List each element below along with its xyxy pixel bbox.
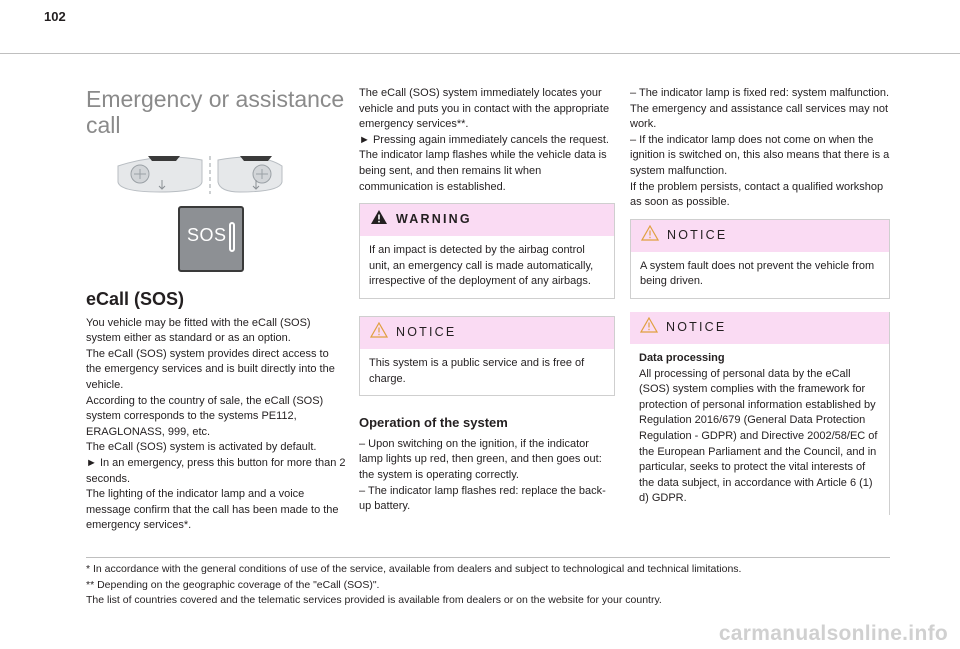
sos-indicator-lamp: [229, 222, 235, 252]
warning-triangle-icon: [370, 209, 388, 231]
warning-label: WARNING: [396, 212, 472, 227]
sos-button-illustration: [178, 206, 244, 272]
ceiling-console-illustration: [110, 152, 290, 196]
footnotes: [86, 562, 896, 609]
watermark: carmanualsonline.info: [718, 622, 948, 645]
column-right: [630, 86, 890, 515]
footnote-3: The list of countries covered and the telematic services provided is available from dealers or on the website for your country.: [86, 594, 662, 606]
warning-header: [360, 204, 614, 236]
notice-label-3: NOTICE: [666, 320, 727, 335]
footnote-divider: [86, 557, 890, 558]
notice-text-1: This system is a public service and is free of charge.: [369, 356, 585, 385]
notice-text-2: A system fault does not prevent the vehicle from being driven.: [640, 259, 875, 288]
notice-box-3: [630, 312, 890, 515]
warning-text: If an impact is detected by the airbag control unit, an emergency call is made automatically, irrespective of the deployment of any airbags.: [369, 244, 594, 288]
ecall-description: You vehicle may be fitted with the eCall (SOS) system either as standard or as an option. The eCall (SOS) system provides direct access to the emergency services and is built directly into the vehicle. According to the country of sale, the eCall (SOS) system corresponds to the systems PE112, ERAGLONASS, 999, etc. The eCall (SOS) system is activated by default. ► In an emergency, press this button for more than 2 seconds. The lighting of the indicator lamp and a voice message confirm that the call has been made to the emergency services*.: [86, 316, 346, 532]
warning-box: [359, 203, 615, 299]
col2-intro: The eCall (SOS) system immediately locates your vehicle and puts you in contact with the appropriate emergency services**. ► Pressing again immediately cancels the request. The indicator lamp flashes while the vehicle data is being sent, and then remains lit when communication is established.: [359, 87, 610, 193]
section-title: Emergency or assistance call: [86, 86, 345, 138]
footnote-1: * In accordance with the general conditions of use of the service, available from dealers and subject to technological and technical limitations.: [86, 563, 742, 575]
notice-box-1: [359, 316, 615, 396]
footnote-2: ** Depending on the geographic coverage of the "eCall (SOS)".: [86, 578, 380, 591]
notice-header-3: [630, 312, 889, 344]
page-number: 102: [44, 9, 66, 24]
data-processing-title: Data processing: [639, 351, 725, 364]
notice-triangle-icon: [370, 322, 388, 344]
sos-button-text: SOS: [187, 225, 227, 245]
header-divider: [0, 53, 960, 54]
notice-header-2: [631, 220, 889, 252]
notice-box-2: [630, 219, 890, 299]
operation-heading: Operation of the system: [359, 415, 508, 431]
notice-header-1: [360, 317, 614, 349]
notice-label-2: NOTICE: [667, 227, 728, 242]
notice-triangle-icon: [641, 225, 659, 247]
operation-text: – Upon switching on the ignition, if the indicator lamp lights up red, then green, and then goes out: the system is operating correctly. – The indicator lamp flashes red: replace the back-up battery.: [359, 437, 606, 513]
notice-triangle-icon: [640, 317, 658, 339]
column-left: [86, 86, 346, 534]
notice-label-1: NOTICE: [396, 325, 457, 340]
ecall-heading: eCall (SOS): [86, 289, 185, 309]
data-processing-text: All processing of personal data by the eCall (SOS) system complies with the framework for protection of personal information established by Regulation 2016/679 (General Data Protection Regulation - GDPR) and Directive 2002/58/EC of the European Parliament and the Council, and in particular, seeks to protect the vital interests of the data subject, in accordance with Article 6 (1) d) GDPR.: [639, 367, 878, 505]
col3-intro: – The indicator lamp is fixed red: system malfunction. The emergency and assistance call services may not work. – If the indicator lamp does not come on when the ignition is switched on, this also means that there is a system malfunction. If the problem persists, contact a qualified workshop as soon as possible.: [630, 87, 890, 209]
column-middle: [359, 86, 615, 515]
